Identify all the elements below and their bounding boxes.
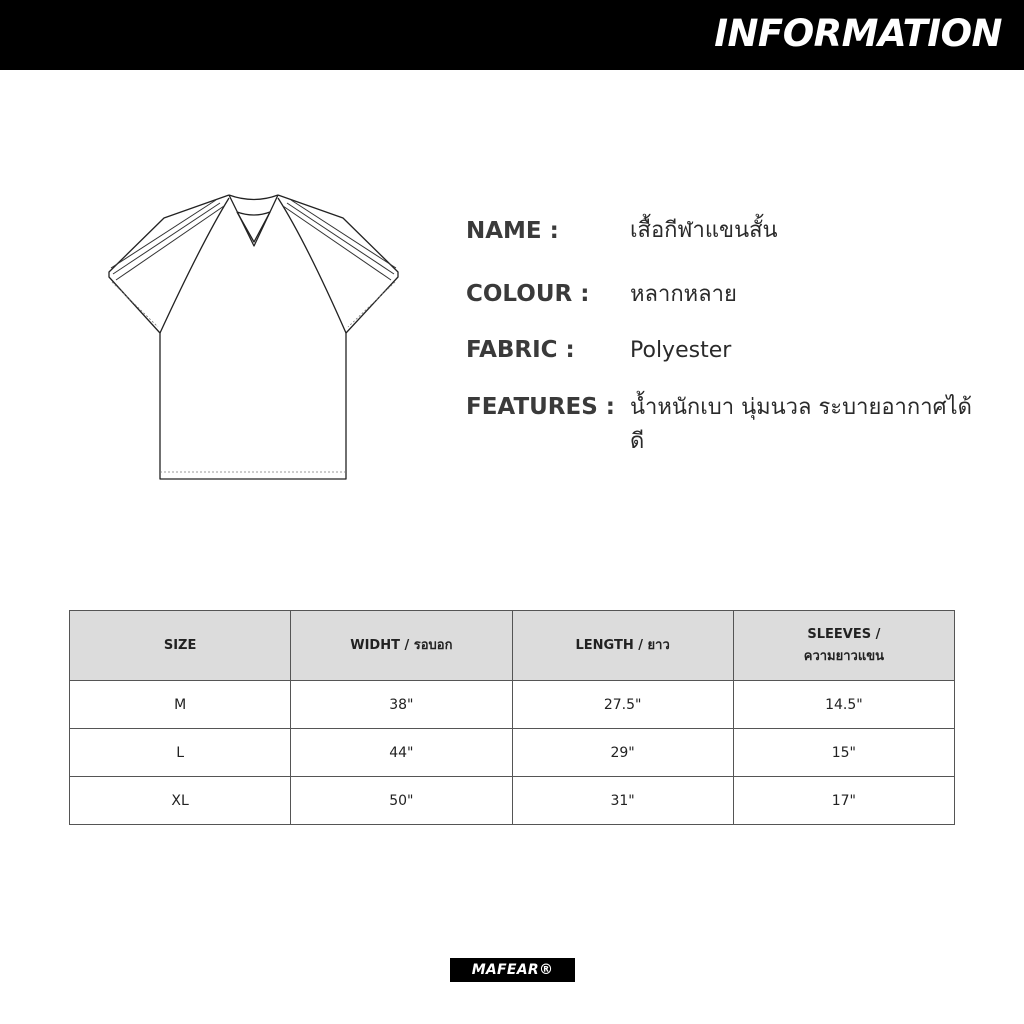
tshirt-sketch-icon [104,190,404,485]
length-cell: 29" [512,729,733,777]
table-header-row [70,611,955,681]
table-row [70,729,955,777]
table-row [70,777,955,825]
width-cell: 50" [291,777,512,825]
info-fabric-value: Polyester [630,338,732,363]
width-cell: 44" [291,729,512,777]
info-name-value: เสื้อกีฬาแขนสั้น [630,218,778,243]
sleeves-cell: 15" [733,729,954,777]
size-column-header: SIZE [70,611,291,681]
page-title: INFORMATION [714,12,1002,55]
length-column-header: LENGTH / ยาว [512,611,733,681]
brand-logo: MAFEAR® [450,958,575,982]
info-name-label: NAME : [466,218,559,244]
length-cell: 31" [512,777,733,825]
size-cell: L [70,729,291,777]
width-column-header: WIDHT / รอบอก [291,611,512,681]
info-colour-value: หลากหลาย [630,282,737,307]
width-cell: 38" [291,681,512,729]
sleeves-header-line1: SLEEVES / [807,626,881,642]
sleeves-header-line2: ความยาวแขน [803,648,884,664]
sleeves-cell: 14.5" [733,681,954,729]
table-row [70,681,955,729]
info-features-value: น้ำหนักเบา นุ่มนวล ระบายอากาศได้ดี [630,395,972,454]
info-features-label: FEATURES : [466,394,615,420]
header-bar [0,0,1024,70]
length-cell: 27.5" [512,681,733,729]
size-chart-table [69,610,955,825]
size-cell: M [70,681,291,729]
sleeves-cell: 17" [733,777,954,825]
size-cell: XL [70,777,291,825]
info-fabric-label: FABRIC : [466,337,575,363]
info-colour-label: COLOUR : [466,281,590,307]
sleeves-column-header [733,611,954,681]
